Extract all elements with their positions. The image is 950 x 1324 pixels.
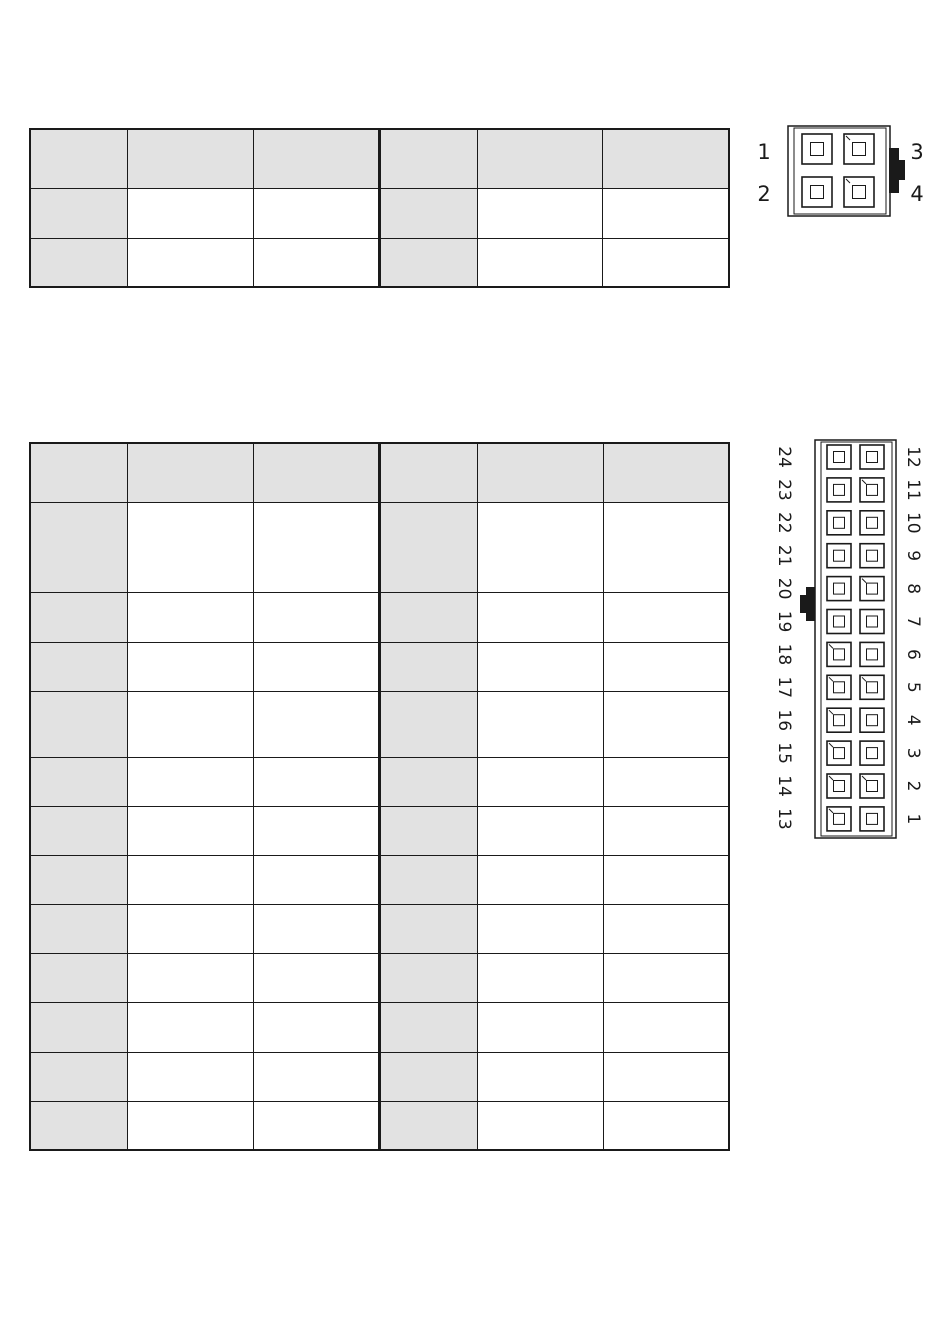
table-row: [30, 1002, 729, 1052]
pin-terminal: [860, 511, 884, 535]
table-cell: [603, 806, 729, 855]
table-cell: [379, 757, 477, 806]
table-cell: [477, 904, 603, 953]
table-cell: [127, 1052, 253, 1101]
pin-terminal: [827, 708, 851, 732]
table-cell: [127, 757, 253, 806]
table-cell: [477, 757, 603, 806]
table-cell: [30, 806, 127, 855]
table-cell: [603, 691, 729, 757]
table-cell: [477, 238, 602, 287]
table-cell: [477, 502, 603, 592]
pin-terminal: [827, 511, 851, 535]
table-cell: [602, 129, 729, 188]
table-row: [30, 642, 729, 691]
table-cell: [379, 642, 477, 691]
table-cell: [253, 642, 379, 691]
table-cell: [253, 592, 379, 642]
table-cell: [127, 502, 253, 592]
pin-label-14: 14: [774, 775, 794, 797]
table-cell: [477, 1052, 603, 1101]
table-cell: [477, 1002, 603, 1052]
pin-label-15: 15: [774, 742, 794, 764]
pin-label-9: 9: [903, 550, 923, 562]
pin-terminal: [827, 610, 851, 634]
pin-terminal: [860, 544, 884, 568]
table-cell: [477, 953, 603, 1002]
table-row: [30, 592, 729, 642]
table-cell: [30, 502, 127, 592]
table-cell: [477, 691, 603, 757]
table-cell: [127, 806, 253, 855]
table-row: [30, 855, 729, 904]
pin-terminal: [860, 577, 884, 601]
pin-terminal: [802, 177, 832, 207]
connector-4pin-diagram: [750, 120, 930, 225]
pin-terminal: [827, 774, 851, 798]
table-cell: [603, 502, 729, 592]
pin-terminal: [802, 134, 832, 164]
table-cell: [127, 238, 253, 287]
pin-label-3: 3: [910, 140, 924, 164]
pin-label-11: 11: [903, 479, 923, 501]
table-cell: [602, 188, 729, 238]
pin-terminal: [844, 134, 874, 164]
table-cell: [602, 238, 729, 287]
table-cell: [30, 757, 127, 806]
table-row: [30, 757, 729, 806]
table-cell: [379, 238, 477, 287]
pin-label-3: 3: [903, 747, 923, 759]
table-cell: [253, 188, 379, 238]
table-row: [30, 1052, 729, 1101]
table-cell: [127, 1101, 253, 1150]
connector-24pin-diagram: [765, 435, 935, 845]
table-row: [30, 443, 729, 502]
pinout-table-24pin: [29, 442, 730, 1151]
pin-label-8: 8: [903, 583, 923, 595]
pin-terminal: [827, 544, 851, 568]
table-cell: [127, 855, 253, 904]
latch-tab-nub: [897, 160, 905, 180]
pin-label-24: 24: [774, 446, 794, 468]
table-cell: [379, 502, 477, 592]
table-cell: [253, 502, 379, 592]
table-cell: [379, 904, 477, 953]
table-cell: [30, 188, 127, 238]
table-cell: [379, 855, 477, 904]
pin-label-1: 1: [757, 140, 771, 164]
table-cell: [127, 592, 253, 642]
table-cell: [127, 129, 253, 188]
table-cell: [30, 592, 127, 642]
table-cell: [253, 129, 379, 188]
pin-label-5: 5: [903, 681, 923, 693]
table-cell: [253, 1101, 379, 1150]
table-cell: [379, 129, 477, 188]
table-row: [30, 129, 729, 188]
table-cell: [477, 642, 603, 691]
table-cell: [379, 806, 477, 855]
pin-terminal: [827, 741, 851, 765]
pin-terminal: [827, 675, 851, 699]
table-cell: [30, 1101, 127, 1150]
table-row: [30, 806, 729, 855]
table-cell: [477, 806, 603, 855]
pin-label-13: 13: [774, 808, 794, 830]
pin-label-1: 1: [903, 813, 923, 825]
table-cell: [379, 592, 477, 642]
pin-terminal: [827, 642, 851, 666]
table-cell: [603, 642, 729, 691]
pin-label-19: 19: [774, 610, 794, 633]
pin-label-2: 2: [757, 182, 771, 206]
pin-label-21: 21: [774, 544, 794, 567]
table-cell: [253, 1052, 379, 1101]
table-cell: [30, 443, 127, 502]
table-cell: [127, 953, 253, 1002]
table-cell: [127, 1002, 253, 1052]
table-cell: [253, 806, 379, 855]
pin-terminal: [860, 675, 884, 699]
table-cell: [253, 1002, 379, 1052]
pin-terminal: [860, 642, 884, 666]
table-cell: [253, 443, 379, 502]
pin-terminal: [844, 177, 874, 207]
table-cell: [253, 904, 379, 953]
pin-label-12: 12: [903, 446, 923, 468]
pin-label-4: 4: [910, 182, 924, 206]
pin-label-2: 2: [903, 780, 923, 792]
pin-terminal: [827, 807, 851, 831]
table-cell: [127, 443, 253, 502]
table-cell: [603, 953, 729, 1002]
pin-terminal: [860, 478, 884, 502]
table-cell: [603, 1052, 729, 1101]
table-row: [30, 1101, 729, 1150]
table-row: [30, 238, 729, 287]
pin-terminal: [860, 610, 884, 634]
table-row: [30, 953, 729, 1002]
table-cell: [379, 188, 477, 238]
pin-label-20: 20: [774, 577, 794, 600]
table-cell: [603, 592, 729, 642]
pin-terminal: [827, 577, 851, 601]
table-cell: [603, 904, 729, 953]
table-row: [30, 691, 729, 757]
pin-terminal: [860, 807, 884, 831]
table-cell: [603, 443, 729, 502]
table-cell: [477, 592, 603, 642]
table-cell: [253, 855, 379, 904]
pin-label-7: 7: [903, 616, 923, 627]
table-cell: [30, 1052, 127, 1101]
table-cell: [127, 904, 253, 953]
table-cell: [30, 1002, 127, 1052]
pin-label-4: 4: [903, 714, 923, 726]
pin-label-6: 6: [903, 648, 923, 660]
pin-terminal: [860, 741, 884, 765]
pin-label-16: 16: [774, 709, 794, 732]
table-cell: [127, 188, 253, 238]
table-cell: [127, 691, 253, 757]
table-cell: [30, 129, 127, 188]
table-cell: [477, 129, 602, 188]
pin-terminal: [827, 445, 851, 469]
table-cell: [379, 1002, 477, 1052]
table-cell: [379, 443, 477, 502]
table-cell: [30, 642, 127, 691]
table-cell: [30, 904, 127, 953]
table-cell: [603, 1002, 729, 1052]
pin-terminal: [860, 774, 884, 798]
table-cell: [253, 757, 379, 806]
table-row: [30, 188, 729, 238]
table-cell: [253, 238, 379, 287]
table-cell: [603, 757, 729, 806]
table-cell: [127, 642, 253, 691]
table-cell: [253, 953, 379, 1002]
table-cell: [30, 953, 127, 1002]
table-cell: [30, 855, 127, 904]
table-cell: [379, 1052, 477, 1101]
table-cell: [477, 188, 602, 238]
pin-terminal: [860, 708, 884, 732]
table-row: [30, 904, 729, 953]
table-cell: [30, 691, 127, 757]
table-cell: [379, 691, 477, 757]
table-cell: [603, 855, 729, 904]
pin-terminal: [827, 478, 851, 502]
table-cell: [379, 1101, 477, 1150]
pin-label-10: 10: [903, 511, 923, 534]
table-cell: [603, 1101, 729, 1150]
table-cell: [379, 953, 477, 1002]
table-cell: [477, 855, 603, 904]
table-cell: [477, 443, 603, 502]
table-row: [30, 502, 729, 592]
pinout-table-4pin: [29, 128, 730, 288]
table-cell: [30, 238, 127, 287]
table-cell: [253, 691, 379, 757]
pin-label-22: 22: [774, 511, 794, 534]
pin-label-23: 23: [774, 479, 794, 501]
pin-label-17: 17: [774, 676, 794, 699]
pin-label-18: 18: [774, 643, 794, 666]
pin-terminal: [860, 445, 884, 469]
latch-tab-nub: [800, 595, 808, 613]
table-cell: [477, 1101, 603, 1150]
